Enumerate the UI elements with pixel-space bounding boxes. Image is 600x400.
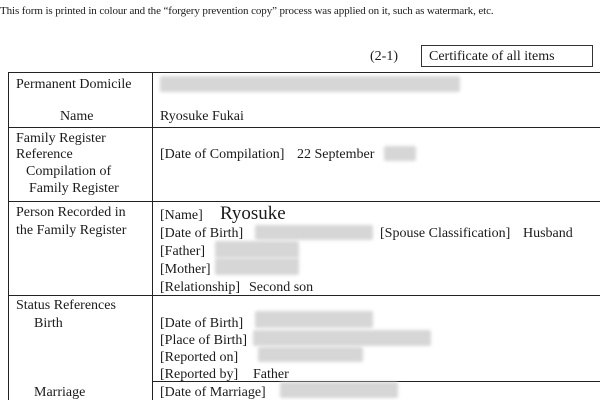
reported-by-value: Father	[253, 367, 289, 382]
compilation-date-value: 22 September	[297, 147, 375, 162]
compilation-date-tag: [Date of Compilation]	[160, 147, 285, 162]
forgery-notice: This form is printed in colour and the “forgery prevention copy” process was applied on it, such as watermark, etc.	[0, 5, 494, 17]
row-divider	[8, 201, 600, 202]
reported-by-tag: [Reported by]	[160, 367, 239, 382]
person-name-value: Ryosuke	[220, 203, 286, 224]
relationship-value: Second son	[249, 280, 314, 295]
marriage-date-tag: [Date of Marriage]	[160, 385, 266, 400]
mother-tag: [Mother]	[160, 262, 211, 277]
relationship-tag: [Relationship]	[160, 280, 241, 295]
birth-place-tag: [Place of Birth]	[160, 333, 248, 348]
table-column-divider	[152, 72, 153, 400]
permanent-domicile-redacted	[160, 76, 460, 92]
spouse-classification-tag: [Spouse Classification]	[380, 226, 511, 241]
family-register-label-line3: Compilation of	[26, 164, 112, 179]
name-label: Name	[60, 109, 94, 124]
certificate-type-box: Certificate of all items	[421, 45, 593, 67]
person-recorded-label-line1: Person Recorded in	[16, 205, 126, 220]
family-register-label-line4: Family Register	[29, 181, 119, 196]
status-references-label: Status References	[16, 298, 116, 313]
marriage-label: Marriage	[34, 385, 86, 400]
row-divider	[8, 127, 600, 128]
reported-on-tag: [Reported on]	[160, 350, 239, 365]
page-number: (2-1)	[370, 49, 398, 64]
reported-on-redacted	[258, 347, 363, 362]
compilation-year-redacted	[384, 146, 416, 161]
person-dob-tag: [Date of Birth]	[160, 226, 244, 241]
mother-name-redacted	[215, 258, 299, 275]
person-recorded-label-line2: the Family Register	[16, 223, 127, 238]
birth-label: Birth	[34, 316, 63, 331]
family-register-label-line2: Reference	[16, 147, 73, 162]
spouse-classification-value: Husband	[523, 226, 573, 241]
person-name-tag: [Name]	[160, 208, 203, 223]
father-tag: [Father]	[160, 244, 206, 259]
family-register-label-line1: Family Register	[16, 131, 106, 146]
person-dob-redacted	[255, 225, 373, 240]
name-value: Ryosuke Fukai	[160, 109, 244, 124]
marriage-date-redacted	[280, 382, 398, 398]
father-name-redacted	[215, 241, 299, 258]
birth-place-redacted	[253, 330, 431, 346]
birth-date-redacted	[255, 311, 373, 328]
permanent-domicile-label: Permanent Domicile	[16, 77, 132, 92]
birth-date-tag: [Date of Birth]	[160, 316, 244, 331]
